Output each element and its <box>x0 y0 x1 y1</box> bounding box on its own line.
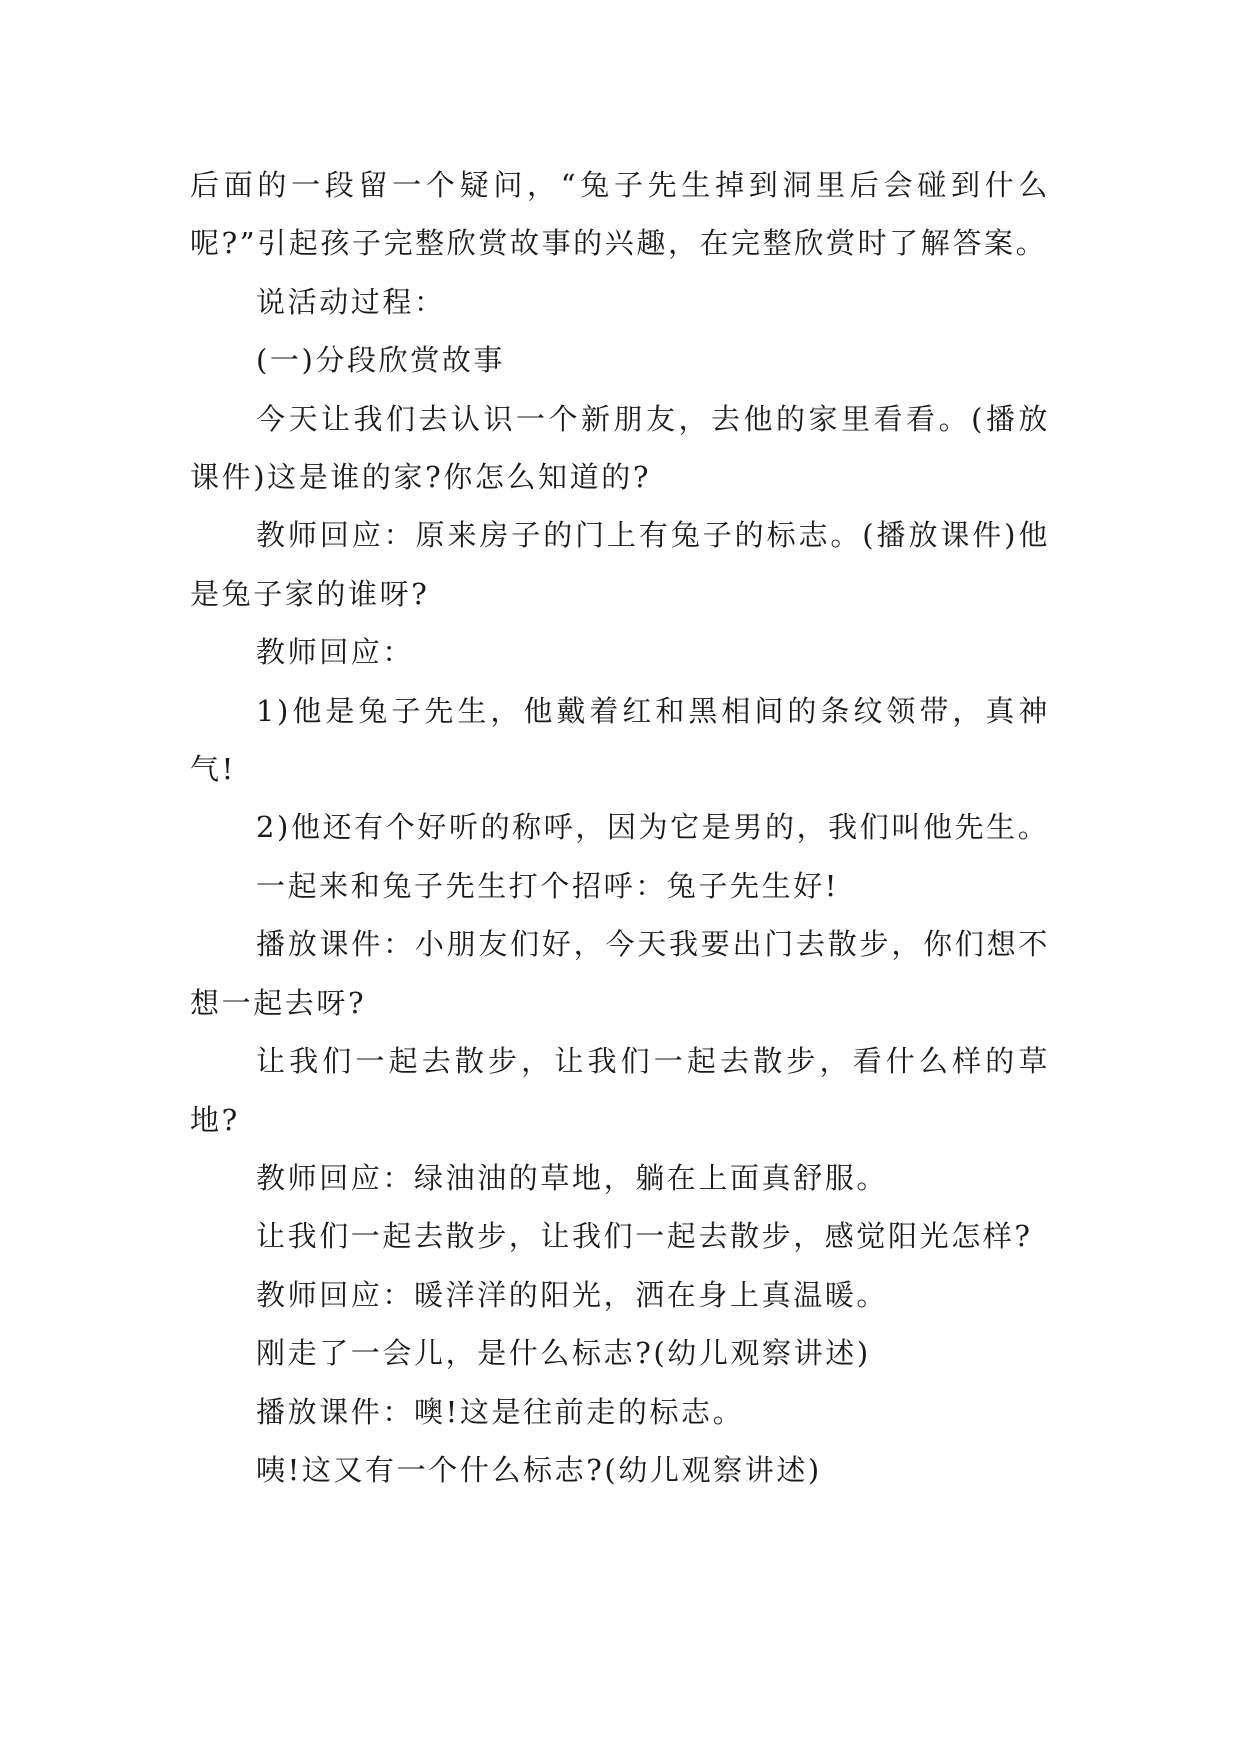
paragraph: 咦!这又有一个什么标志?(幼儿观察讲述) <box>256 1452 822 1487</box>
paragraph: 一起来和兔子先生打个招呼：兔子先生好! <box>256 868 840 903</box>
paragraph: 教师回应： <box>256 635 415 670</box>
paragraph: 教师回应：绿油油的草地，躺在上面真舒服。 <box>256 1160 889 1195</box>
paragraph: 说活动过程： <box>256 284 446 319</box>
document-body <box>190 156 1050 1499</box>
paragraph: 播放课件：噢!这是往前走的标志。 <box>256 1394 745 1429</box>
paragraph: 播放课件：小朋友们好，今天我要出门去散步，你们想不想一起去呀? <box>190 927 1050 1020</box>
paragraph: (一)分段欣赏故事 <box>256 343 506 378</box>
paragraph: 1)他是兔子先生，他戴着红和黑相间的条纹领带，真神气! <box>190 693 1050 787</box>
paragraph: 教师回应：原来房子的门上有兔子的标志。(播放课件)他是兔子家的谁呀? <box>190 518 1050 611</box>
paragraph: 刚走了一会儿，是什么标志?(幼儿观察讲述) <box>256 1336 871 1371</box>
paragraph: 让我们一起去散步，让我们一起去散步，看什么样的草地? <box>190 1044 1050 1137</box>
paragraph: 今天让我们去认识一个新朋友，去他的家里看看。(播放课件)这是谁的家?你怎么知道的? <box>190 401 1050 495</box>
paragraph: 2)他还有个好听的称呼，因为它是男的，我们叫他先生。 <box>256 810 1050 845</box>
paragraph: 后面的一段留一个疑问，“兔子先生掉到洞里后会碰到什么呢?”引起孩子完整欣赏故事的兴趣，在完整欣赏时了解答案。 <box>190 168 1050 261</box>
paragraph: 让我们一起去散步，让我们一起去散步，感觉阳光怎样? <box>256 1219 1033 1254</box>
paragraph: 教师回应：暖洋洋的阳光，洒在身上真温暖。 <box>256 1277 889 1312</box>
